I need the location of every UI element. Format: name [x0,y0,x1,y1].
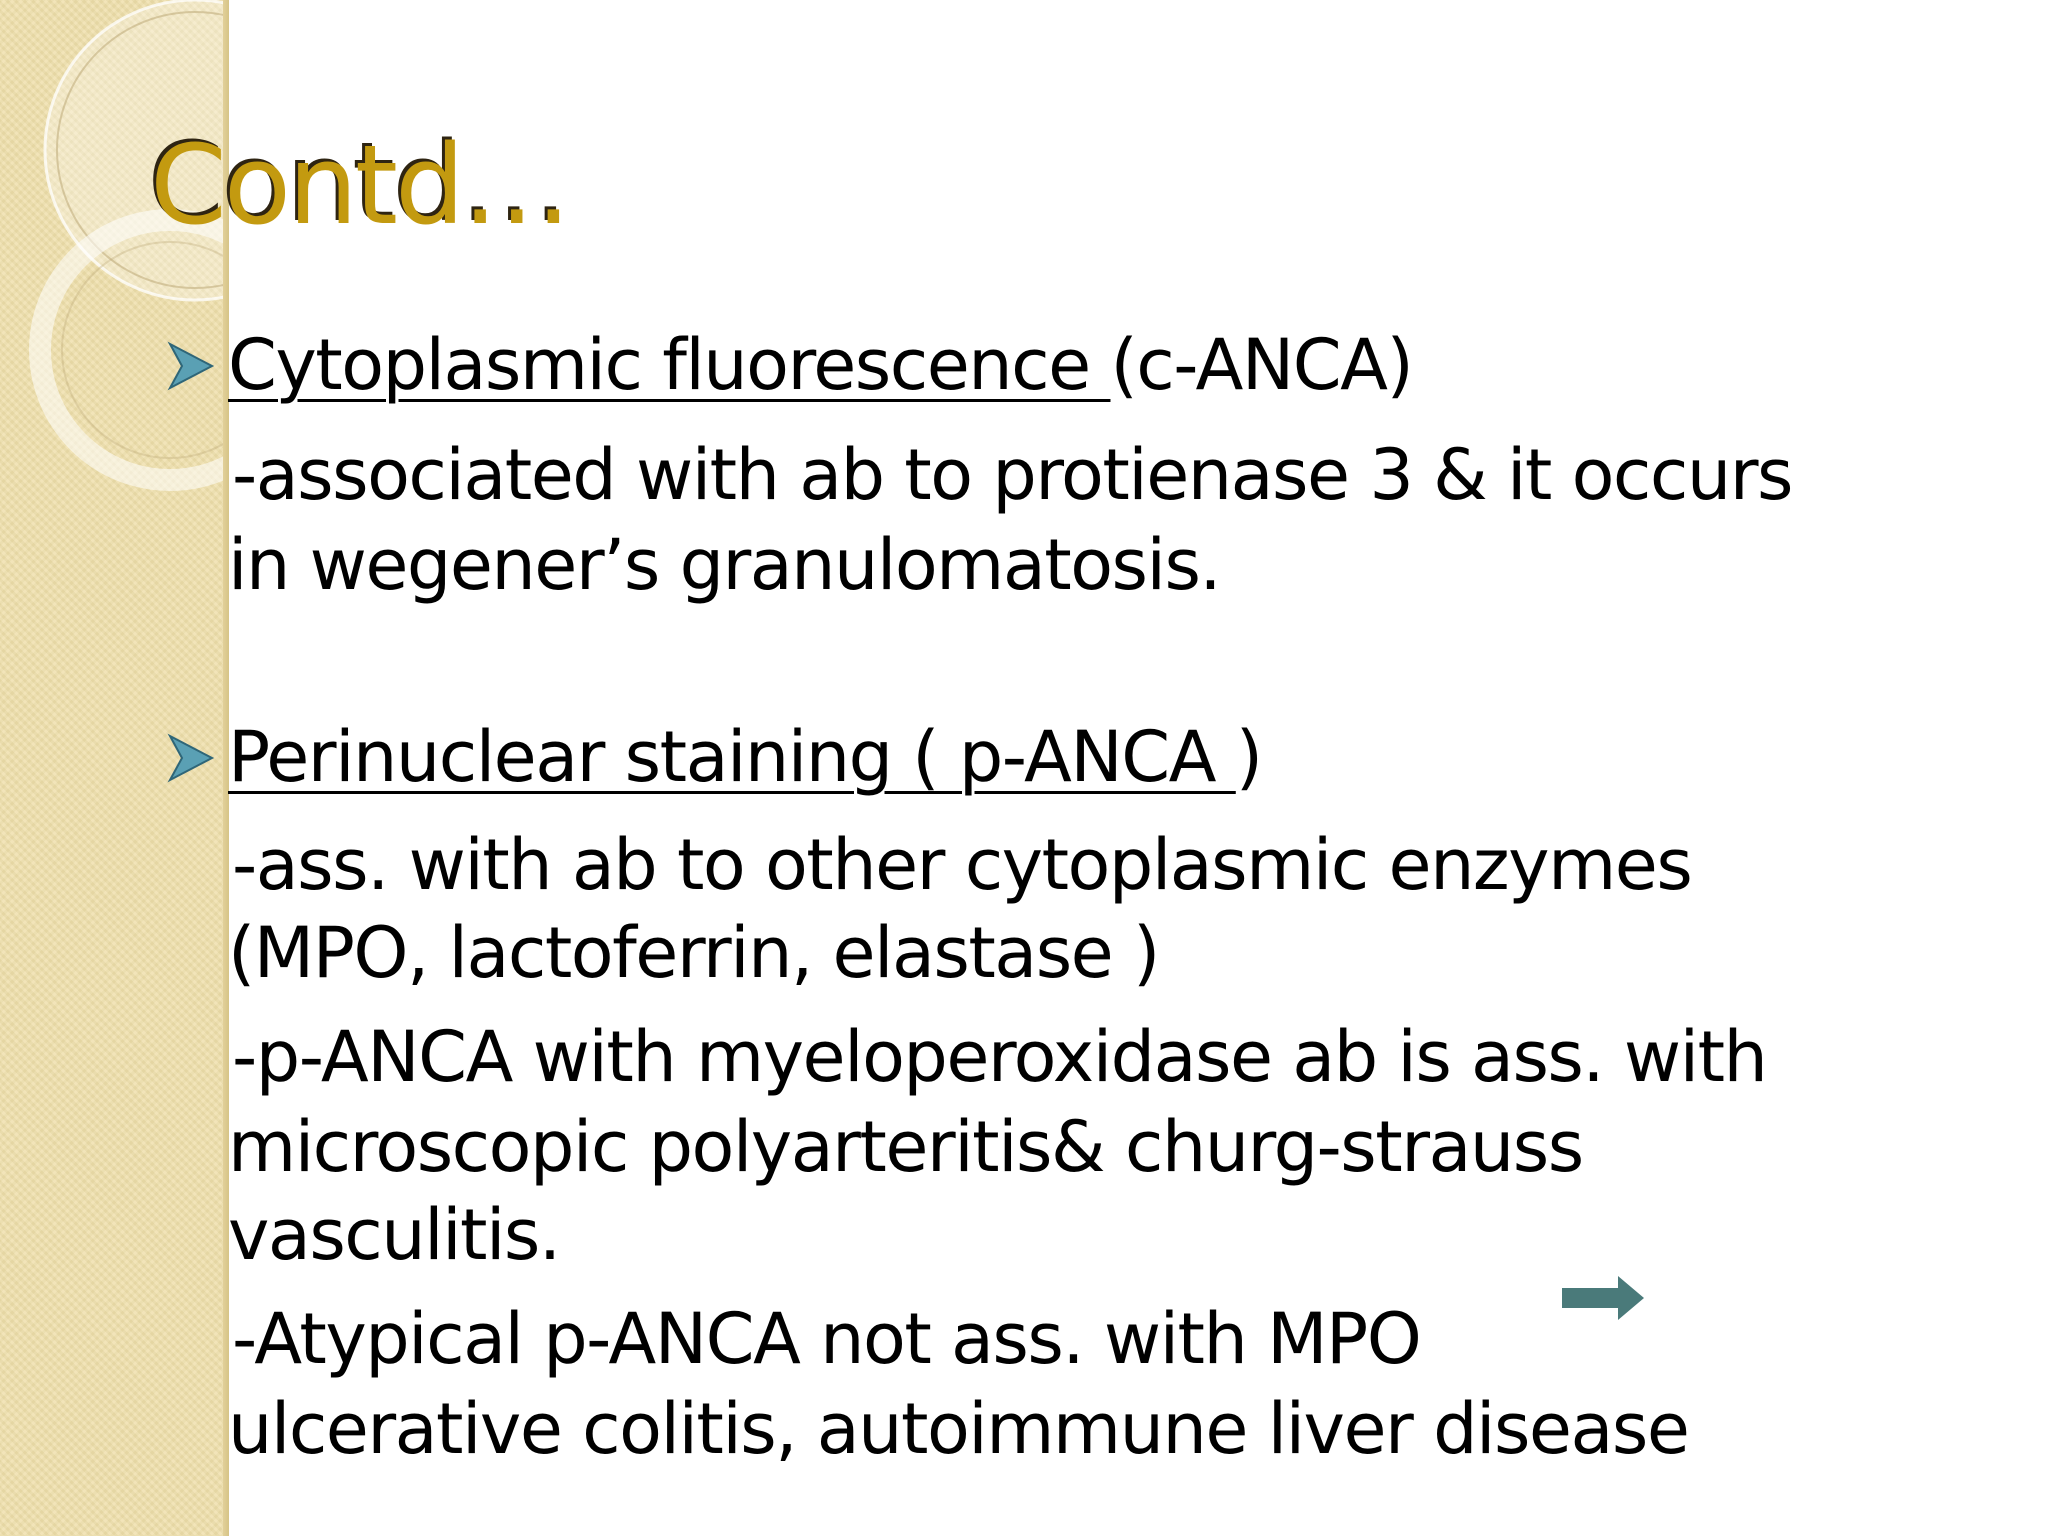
body-line: ulcerative colitis, autoimmune liver disease [228,1388,1689,1470]
arrowhead-bullet-icon [166,730,216,786]
body-line: -Atypical p-ANCA not ass. with MPO [232,1298,1421,1380]
slide-title: Contd… [150,121,569,249]
body-line: microscopic polyarteritis& churg-strauss [228,1106,1583,1188]
body-line: -associated with ab to protienase 3 & it occurs [232,434,1793,516]
arrowhead-bullet-icon [166,338,216,394]
body-line: vasculitis. [228,1194,560,1276]
heading-rest-text: (c-ANCA) [1110,324,1413,406]
body-line: -ass. with ab to other cytoplasmic enzymes [232,824,1692,906]
heading-underlined-text: Perinuclear staining ( p-ANCA [228,716,1236,798]
heading-underlined-text: Cytoplasmic fluorescence [228,324,1111,406]
body-line: -p-ANCA with myeloperoxidase ab is ass. with [232,1016,1767,1098]
bullet-heading-p-anca [228,716,1262,798]
bullet-heading-c-anca [228,324,1413,406]
right-arrow-icon[interactable] [1560,1274,1646,1322]
body-line: in wegener’s granulomatosis. [228,524,1221,606]
heading-rest-text: ) [1235,716,1262,798]
body-line: (MPO, lactoferrin, elastase ) [228,912,1159,994]
